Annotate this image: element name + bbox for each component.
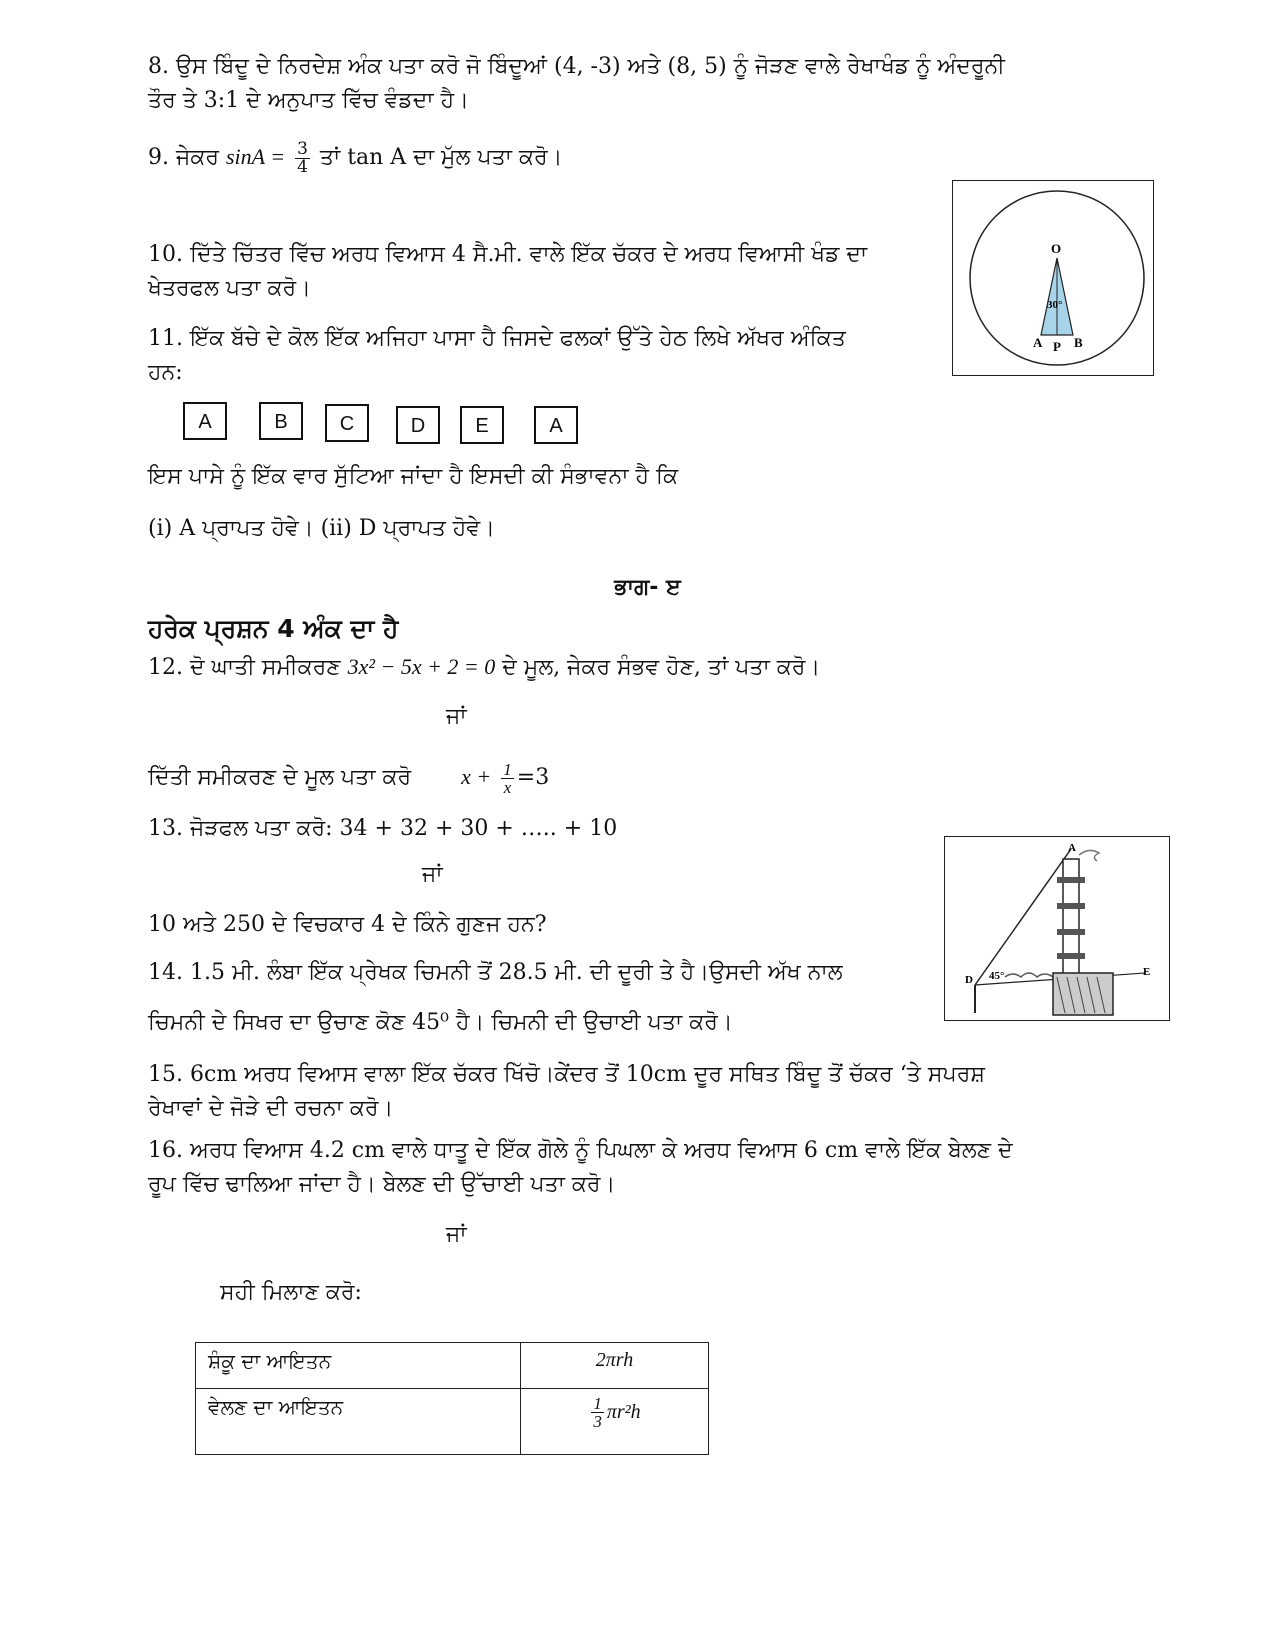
chimney-ring-4 [1057,953,1085,959]
question-12-equation: 3x² − 5x + 2 = 0 [347,654,496,679]
die-face-2: B [259,402,303,440]
question-13-or: ਜਾਂ [422,862,443,887]
question-11 [148,322,846,390]
match-right-rest: πr²h [606,1401,641,1423]
question-14-cont [148,1006,733,1040]
question-15-line-1: 15. 6cm ਅਰਧ ਵਿਆਸ ਵਾਲਾ ਇੱਕ ਚੱਕਰ ਖਿੱਚੋ।ਕੇਂਦਰ ਤੋਂ 10cm ਦੂਰ ਸਥਿਤ ਬਿੰਦੂ ਤੋਂ ਚੱਕਰ ‘ਤੇ ਸਪਰਸ਼ [148,1062,986,1087]
question-9-fraction-denominator: 4 [297,156,308,177]
question-10-line-1: 10. ਦਿੱਤੇ ਚਿੱਤਰ ਵਿੱਚ ਅਰਧ ਵਿਆਸ 4 ਸੈ.ਮੀ. ਵਾਲੇ ਇੱਕ ਚੱਕਰ ਦੇ ਅਰਧ ਵਿਆਸੀ ਖੰਡ ਦਾ [148,242,868,267]
circle-sector-figure [952,180,1154,376]
question-13-alternative: 10 ਅਤੇ 250 ਦੇ ਵਿਚਕਾਰ 4 ਦੇ ਕਿੰਨੇ ਗੁਣਜ ਹਨ? [148,912,547,937]
question-12-alt-fraction [501,761,514,796]
question-8 [148,50,1005,118]
match-cell-left-2: ਵੇਲਣ ਦਾ ਆਇਤਨ [196,1389,521,1455]
question-12 [148,650,820,685]
question-9 [148,140,562,176]
label-angle-45: 45° [989,970,1005,982]
question-9-sin-expression: sinA = [226,144,286,169]
question-12-suffix: ਦੇ ਮੂਲ, ਜੇਕਰ ਸੰਭਵ ਹੋਣ, ਤਾਂ ਪਤਾ ਕਰੋ। [502,655,821,680]
question-14-line-2: ਚਿਮਨੀ ਦੇ ਸਿਖਰ ਦਾ ਉਚਾਣ ਕੋਣ 45⁰ ਹੈ। ਚਿਮਨੀ ਦੀ ਉਚਾਈ ਪਤਾ ਕਰੋ। [148,1010,733,1035]
match-cell-right-1: 2πrh [521,1343,709,1389]
section-title [0,573,1275,603]
question-15 [148,1058,985,1126]
table-row [196,1389,709,1455]
die-face-1: A [183,402,227,440]
label-a: A [1033,335,1043,350]
die-face-6: A [534,406,578,444]
question-11-line-1: 11. ਇੱਕ ਬੱਚੇ ਦੇ ਕੋਲ ਇੱਕ ਅਜਿਹਾ ਪਾਸਾ ਹੈ ਜਿਸਦੇ ਫਲਕਾਂ ਉੱਤੇ ਹੇਠ ਲਿਖੇ ਅੱਖਰ ਅੰਕਿਤ [148,326,846,351]
label-p: P [1053,339,1061,354]
match-fraction-denominator: 3 [593,1412,602,1431]
circle-sector-svg [953,181,1153,375]
question-11-line-4: (i) A ਪ੍ਰਾਪਤ ਹੋਵੇ। (ii) D ਪ੍ਰਾਪਤ ਹੋਵੇ। [148,516,495,541]
match-prompt: ਸਹੀ ਮਿਲਾਣ ਕਰੋ: [220,1280,362,1305]
chimney-figure [944,836,1170,1021]
label-o: O [1051,241,1062,256]
label-a: A [1068,842,1076,854]
table-row [196,1343,709,1389]
question-11-prompt [148,460,678,494]
question-11-line-2: ਹਨ: [148,360,183,385]
label-d: D [965,974,973,986]
match-table [195,1342,709,1455]
question-13: 13. ਜੋੜਫਲ ਪਤਾ ਕਰੋ: 34 + 32 + 30 + ….. + 10 [148,816,618,841]
smoke [1079,850,1099,861]
question-12-prefix: 12. ਦੋ ਘਾਤੀ ਸਮੀਕਰਣ [148,655,341,680]
question-16-line-2: ਰੂਪ ਵਿੱਚ ਢਾਲਿਆ ਜਾਂਦਾ ਹੈ। ਬੇਲਣ ਦੀ ਉੱਚਾਈ ਪਤਾ ਕਰੋ। [148,1172,616,1197]
die-face-5: E [460,406,504,444]
question-9-fraction [295,138,310,177]
question-12-alt-prefix: ਦਿੱਤੀ ਸਮੀਕਰਣ ਦੇ ਮੂਲ ਪਤਾ ਕਰੋ [148,765,412,790]
question-12-alt-x: x + [461,764,492,789]
chimney-ring-3 [1057,929,1085,935]
section-title-text: ਭਾਗ- ੲ [614,575,681,600]
question-11-line-3: ਇਸ ਪਾਸੇ ਨੂੰ ਇੱਕ ਵਾਰ ਸੁੱਟਿਆ ਜਾਂਦਾ ਹੈ ਇਸਦੀ ਕੀ ਸੰਭਾਵਨਾ ਹੈ ਕਿ [148,464,679,489]
label-e: E [1143,966,1151,978]
match-fraction [591,1395,604,1430]
question-12-alternative [148,760,549,796]
question-9-suffix: ਦਾ ਮੁੱਲ ਪਤਾ ਕਰੋ। [413,145,563,170]
question-16-or: ਜਾਂ [446,1222,467,1247]
match-fraction-numerator: 1 [593,1394,602,1413]
question-16 [148,1134,1013,1202]
label-b: B [1074,335,1083,350]
chimney-ring-1 [1057,877,1085,883]
question-14 [148,956,843,990]
question-12-alt-rhs: =3 [516,765,550,790]
die-face-4: D [396,406,440,444]
question-9-prefix: 9. ਜੇਕਰ [148,145,219,170]
label-angle-30: 30° [1047,299,1063,311]
question-8-line-1: 8. ਉਸ ਬਿੰਦੂ ਦੇ ਨਿਰਦੇਸ਼ ਅੰਕ ਪਤਾ ਕਰੋ ਜੋ ਬਿੰਦੂਆਂ (4, -3) ਅਤੇ (8, 5) ਨੂੰ ਜੋੜਣ ਵਾਲੇ ਰੇਖਾਖੰਡ ਨੂੰ ਅੰਦਰੂਨੀ [148,54,1005,79]
question-16-line-1: 16. ਅਰਧ ਵਿਆਸ 4.2 cm ਵਾਲੇ ਧਾਤੂ ਦੇ ਇੱਕ ਗੋਲੇ ਨੂੰ ਪਿਘਲਾ ਕੇ ਅਰਧ ਵਿਆਸ 6 cm ਵਾਲੇ ਇੱਕ ਬੇਲਣ ਦੇ [148,1138,1013,1163]
question-11-options [148,512,495,546]
die-face-3: C [325,404,369,442]
section-subtitle: ਹਰੇਕ ਪ੍ਰਸ਼ਨ 4 ਅੰਕ ਦਾ ਹੈ [148,614,399,643]
match-cell-left-1: ਸ਼ੰਕੂ ਦਾ ਆਇਤਨ [196,1343,521,1389]
chimney-ring-2 [1057,903,1085,909]
question-9-tan: ਤਾਂ tan A [319,145,407,170]
question-15-line-2: ਰੇਖਾਵਾਂ ਦੇ ਜੋੜੇ ਦੀ ਰਚਨਾ ਕਰੋ। [148,1096,394,1121]
line-of-sight [975,849,1071,985]
chimney-svg [945,837,1169,1020]
question-12-or: ਜਾਂ [446,704,467,729]
question-10-line-2: ਖੇਤਰਫਲ ਪਤਾ ਕਰੋ। [148,276,311,301]
match-cell-right-2 [521,1389,709,1455]
question-8-line-2: ਤੌਰ ਤੇ 3:1 ਦੇ ਅਨੁਪਾਤ ਵਿੱਚ ਵੰਡਦਾ ਹੈ। [148,88,469,113]
question-12-alt-numerator: 1 [503,759,512,779]
question-14-line-1: 14. 1.5 ਮੀ. ਲੰਬਾ ਇੱਕ ਪ੍ਰੇਖਕ ਚਿਮਨੀ ਤੋਂ 28.5 ਮੀ. ਦੀ ਦੂਰੀ ਤੇ ਹੈ।ਉਸਦੀ ਅੱਖ ਨਾਲ [148,960,843,985]
question-12-alt-denominator: x [503,777,512,797]
question-9-fraction-numerator: 3 [297,138,308,159]
question-10 [148,238,867,306]
